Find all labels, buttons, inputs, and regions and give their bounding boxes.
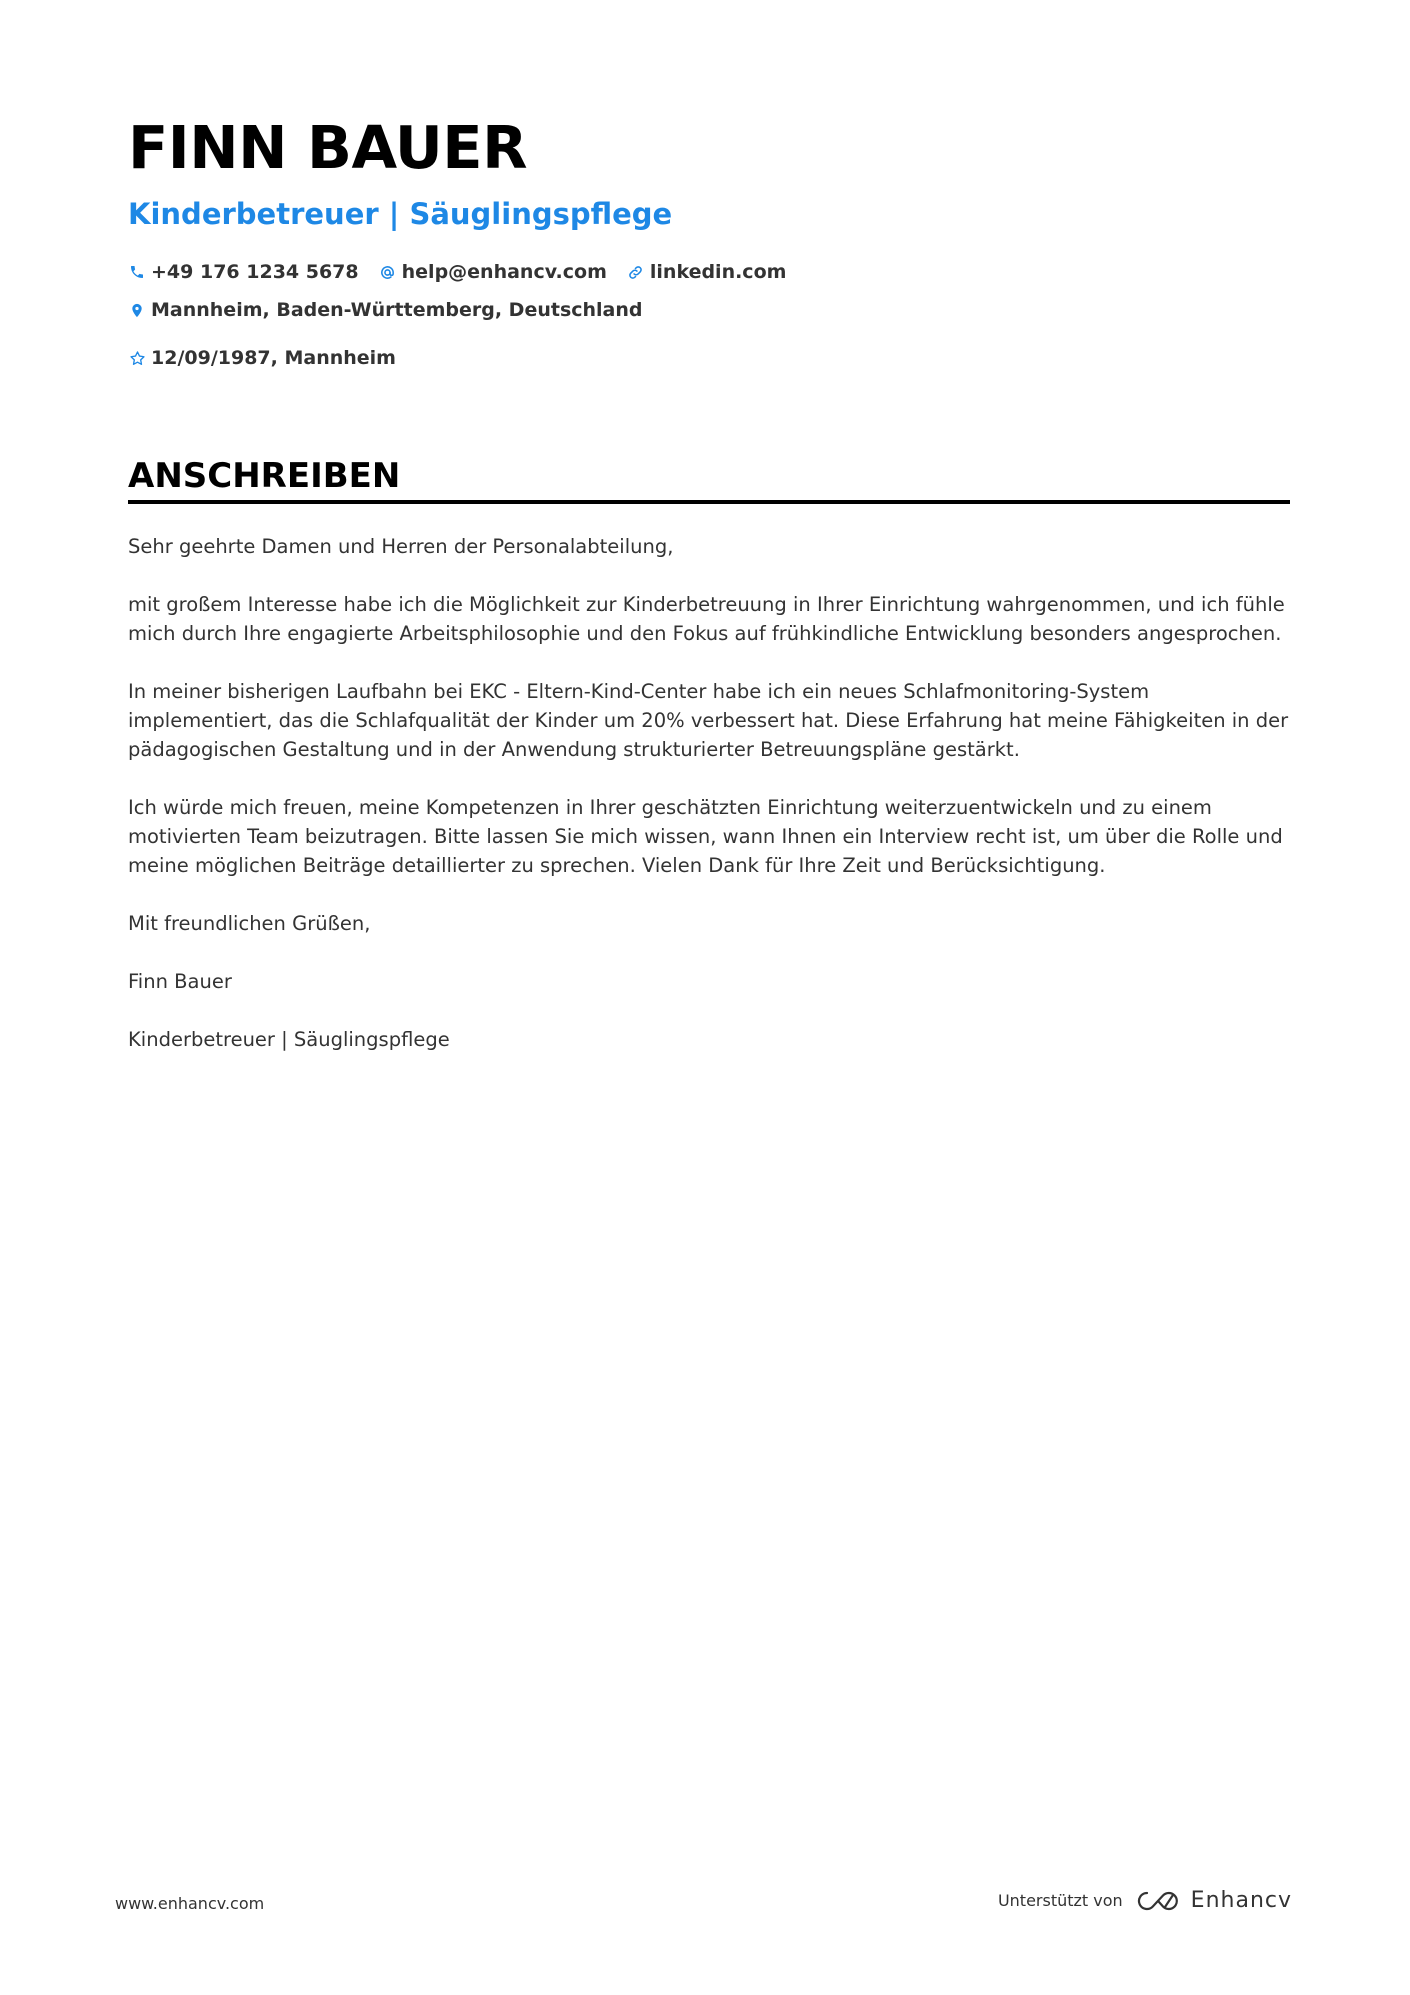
contact-location-text: Mannheim, Baden-Württemberg, Deutschland: [151, 299, 643, 321]
enhancv-logo[interactable]: [1135, 1888, 1292, 1913]
contact-birth-text: 12/09/1987, Mannheim: [151, 347, 396, 369]
contact-birth: [128, 344, 396, 372]
link-icon: [627, 263, 645, 281]
location-pin-icon: [128, 301, 146, 319]
footer-powered-by: Unterstützt von: [997, 1891, 1123, 1910]
footer-branding: [998, 1888, 1292, 1913]
contact-list: [128, 258, 1290, 372]
contact-location: [128, 296, 643, 324]
letter-body: [128, 532, 1290, 1054]
star-icon: [128, 349, 146, 367]
applicant-role: Kinderbetreuer | Säuglingspflege: [128, 197, 673, 231]
enhancv-logo-icon: [1135, 1889, 1181, 1913]
letter-paragraph: Ich würde mich freuen, meine Kompetenzen in Ihrer geschätzten Einrichtung weiterzuentwickeln und zu einem motivierten Team beizutragen. Bitte lassen Sie mich wissen, wann Ihnen ein Interview recht ist, um über die Rolle und meine möglichen Beiträge detaillierter zu sprechen. Vielen Dank für Ihre Zeit und Berücksichtigung.: [128, 796, 1283, 877]
contact-phone-text: +49 176 1234 5678: [151, 261, 359, 283]
cover-letter-page: [128, 108, 1290, 1083]
letter-signature-name: Finn Bauer: [128, 970, 232, 993]
phone-icon: [128, 263, 146, 281]
letter-paragraph: In meiner bisherigen Laufbahn bei EKC - Eltern-Kind-Center habe ich ein neues Schlafmonitoring-System implementiert, das die Schlafqualität der Kinder um 20% verbessert hat. Diese Erfahrung hat meine Fähigkeiten in der pädagogischen Gestaltung und in der Anwendung strukturierter Betreuungspläne gestärkt.: [128, 680, 1289, 761]
letter-paragraph: mit großem Interesse habe ich die Möglichkeit zur Kinderbetreuung in Ihrer Einrichtung wahrgenommen, und ich fühle mich durch Ihre engagierte Arbeitsphilosophie und den Fokus auf frühkindliche Entwicklung besonders angesprochen.: [128, 593, 1285, 645]
letter-signature-role: Kinderbetreuer | Säuglingspflege: [128, 1028, 450, 1051]
letter-greeting: Sehr geehrte Damen und Herren der Personalabteilung,: [128, 535, 674, 558]
contact-email-text[interactable]: help@enhancv.com: [401, 261, 607, 283]
letter-closing: Mit freundlichen Grüßen,: [128, 912, 371, 935]
footer-website[interactable]: www.enhancv.com: [115, 1894, 265, 1913]
enhancv-logo-text: Enhancv: [1190, 1888, 1292, 1913]
contact-phone: [128, 258, 359, 286]
contact-linkedin-text[interactable]: linkedin.com: [649, 261, 787, 283]
at-icon: [379, 263, 397, 281]
section-title: ANSCHREIBEN: [128, 456, 401, 496]
contact-linkedin[interactable]: [627, 258, 787, 286]
section-divider: [128, 500, 1290, 504]
applicant-name: FINN BAUER: [128, 113, 528, 182]
contact-email[interactable]: [379, 258, 607, 286]
